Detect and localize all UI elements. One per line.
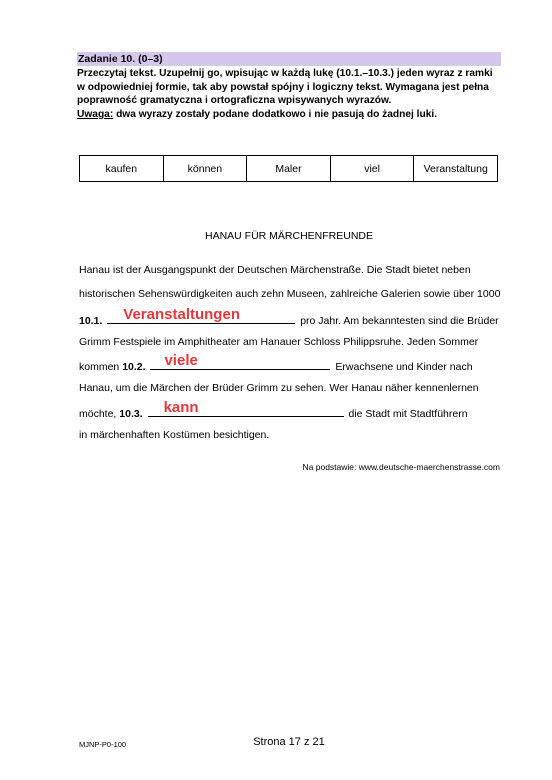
gap-10-1-answer: Veranstaltungen [123, 306, 240, 323]
gap-number: 10.1. [79, 315, 103, 327]
text-line: Hanau, um die Märchen der Brüder Grimm zu sehen. Wer Hanau näher kennenlernen [79, 382, 479, 394]
text-line-gap2 [79, 352, 473, 373]
gap-10-1-field[interactable] [107, 306, 295, 324]
instruction-line: Przeczytaj tekst. Uzupełnij go, wpisując w każdą lukę (10.1.–10.3.) jeden wyraz z ramki [77, 68, 493, 79]
gap-number: 10.3. [119, 408, 143, 420]
text-line: Hanau ist der Ausgangspunkt der Deutschen Märchenstraße. Die Stadt bietet neben [79, 264, 471, 276]
exam-code: MJNP-P0-100 [79, 740, 127, 749]
text-fragment: kommen [79, 361, 120, 373]
source-note: Na podstawie: www.deutsche-maerchenstrasse.com [302, 462, 500, 472]
instruction-line: poprawność gramatyczna i ortograficzna wpisywanych wyrazów. [77, 95, 392, 107]
task-header: Zadanie 10. (0–3) [77, 52, 501, 66]
word-box-item: kaufen [80, 156, 164, 181]
gap-10-2-answer: viele [164, 352, 198, 369]
text-line: in märchenhaften Kostümen besichtigen. [79, 429, 270, 441]
word-box-item: Maler [247, 156, 331, 181]
page-number: Strona 17 z 21 [253, 736, 325, 748]
text-fragment: pro Jahr. Am bekanntesten sind die Brüder [300, 315, 499, 327]
task-instructions [77, 67, 507, 121]
note-label: Uwaga: [77, 108, 114, 120]
word-box [79, 155, 498, 182]
word-box-item: viel [331, 156, 415, 181]
note-text: dwa wyrazy zostały podane dodatkowo i nie pasują do żadnej luki. [113, 108, 438, 120]
gap-10-3-field[interactable] [148, 399, 344, 417]
text-fragment: Erwachsene und Kinder nach [335, 361, 473, 373]
text-line-gap3 [79, 399, 468, 420]
text-line-gap1 [79, 306, 499, 327]
text-fragment: möchte, [79, 408, 117, 420]
text-line: historischen Sehenswürdigkeiten auch zehn Museen, zahlreiche Galerien sowie über 1000 [79, 288, 501, 300]
instruction-note [77, 108, 507, 122]
word-box-item: Veranstaltung [423, 162, 488, 175]
gap-10-2-field[interactable] [150, 352, 330, 370]
instruction-line: w odpowiedniej formie, tak aby powstał spójny i logiczny tekst. Wymagana jest pełna [77, 81, 489, 93]
text-line: Grimm Festspiele im Amphitheater am Hanauer Schloss Philippsruhe. Jeden Sommer [79, 336, 479, 348]
gap-number: 10.2. [122, 361, 146, 373]
word-box-item: können [164, 156, 248, 181]
text-fragment: die Stadt mit Stadtführern [348, 408, 468, 420]
text-title: HANAU FÜR MÄRCHENFREUNDE [204, 230, 373, 242]
gap-10-3-answer: kann [163, 399, 199, 416]
